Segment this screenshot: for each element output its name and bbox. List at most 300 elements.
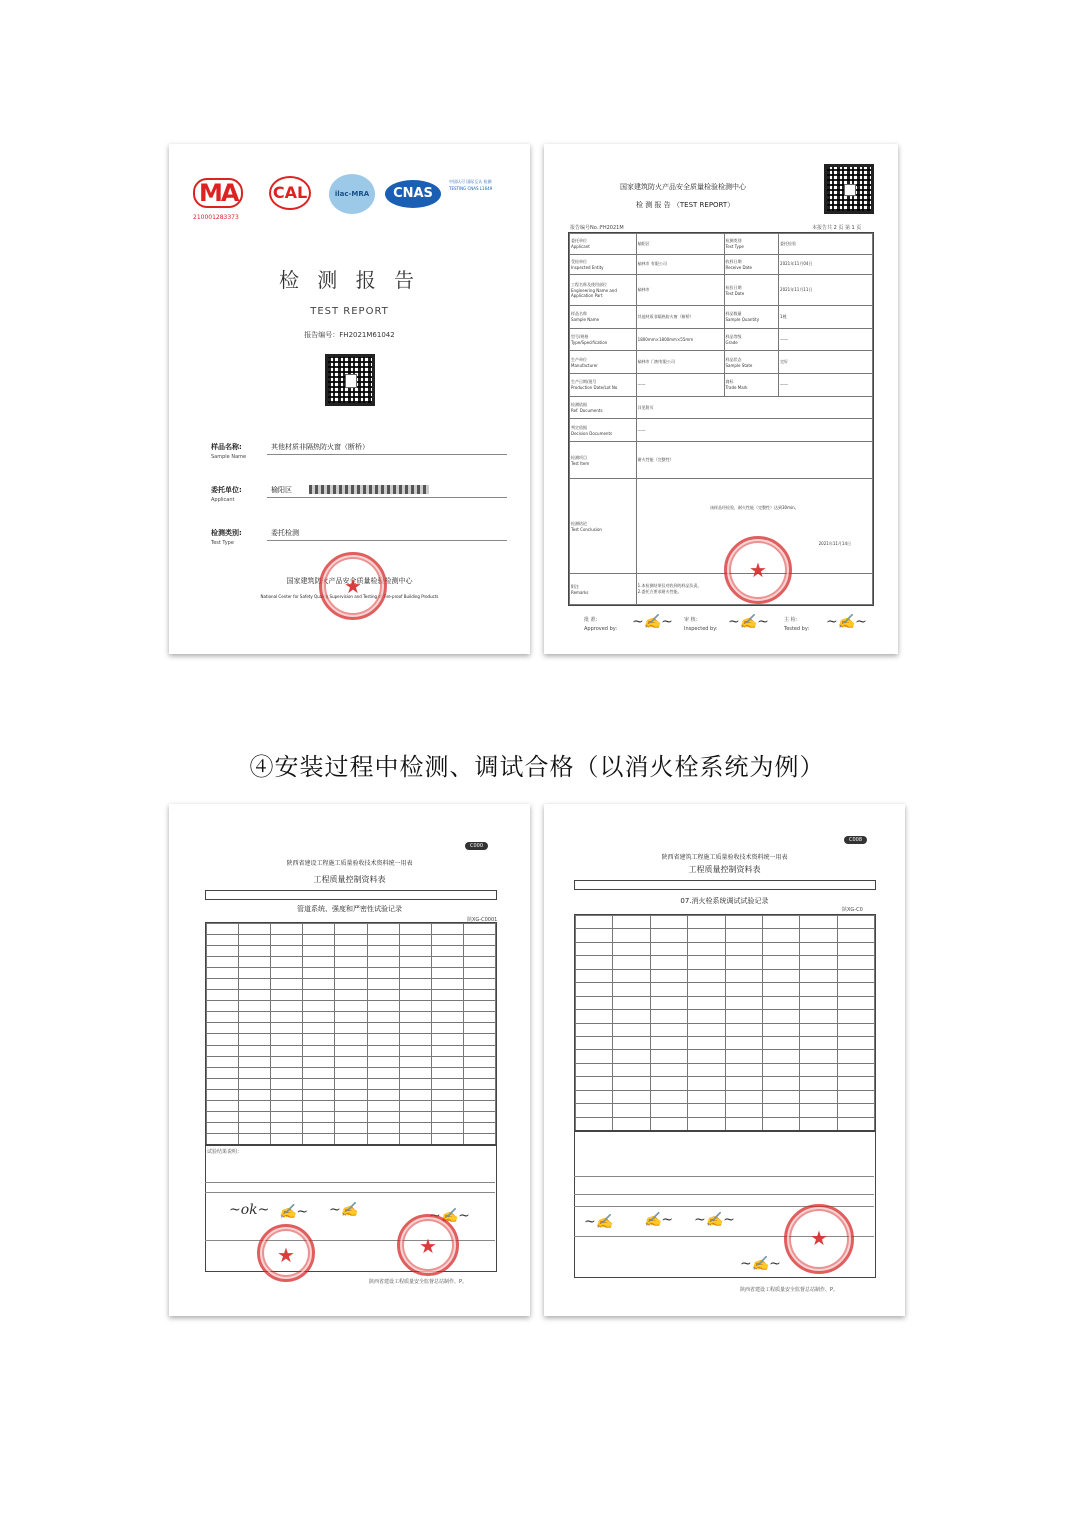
table-cell <box>239 946 271 957</box>
table-cell <box>650 1117 687 1130</box>
table-cell <box>239 1089 271 1100</box>
table-cell <box>688 929 725 942</box>
table-cell <box>800 996 837 1009</box>
cnas-note: 中国认可 国际互认 检测 TESTING CNAS L1649 <box>449 179 493 191</box>
table-cell <box>271 990 303 1001</box>
table-cell <box>762 996 799 1009</box>
table-cell <box>399 1067 431 1078</box>
table-cell <box>207 1056 239 1067</box>
tested-en: Tested by: <box>784 626 810 632</box>
table-cell <box>725 1050 762 1063</box>
table-cell <box>800 1117 837 1130</box>
table-cell <box>800 1036 837 1049</box>
table-cell <box>335 1067 367 1078</box>
table-cell <box>463 1067 495 1078</box>
table-cell <box>271 1023 303 1034</box>
table-cell <box>239 1001 271 1012</box>
table-cell <box>303 990 335 1001</box>
table-cell <box>207 1078 239 1089</box>
table-cell <box>367 924 399 935</box>
table-cell <box>576 1050 613 1063</box>
table-cell <box>271 1089 303 1100</box>
signature-icon: ✍~ <box>279 1204 309 1220</box>
table-cell <box>367 957 399 968</box>
table-cell <box>399 1034 431 1045</box>
table-cell <box>335 1034 367 1045</box>
table-cell <box>650 956 687 969</box>
table-cell <box>650 1010 687 1023</box>
table-cell <box>399 1100 431 1111</box>
table-cell <box>399 1089 431 1100</box>
conclusion-label: 试验结果说明： <box>207 1149 243 1155</box>
pressure-test-table <box>205 922 497 1146</box>
table-cell <box>303 1111 335 1122</box>
table-cell <box>271 946 303 957</box>
table-cell <box>399 924 431 935</box>
table-cell <box>650 1063 687 1076</box>
table-cell <box>431 957 463 968</box>
form-footer: 陕西省建设工程质量安全监督总站制作、P。 <box>740 1287 839 1293</box>
applicant-redacted <box>309 485 429 494</box>
table-cell <box>207 946 239 957</box>
table-cell <box>303 979 335 990</box>
table-cell <box>762 1050 799 1063</box>
test-type-label: 检测类别: <box>211 529 242 537</box>
table-cell <box>431 990 463 1001</box>
table-cell <box>762 1104 799 1117</box>
table-cell <box>431 935 463 946</box>
table-cell <box>613 956 650 969</box>
table-cell <box>271 957 303 968</box>
table-cell <box>725 956 762 969</box>
table-cell <box>725 983 762 996</box>
signature-icon: ~✍ <box>329 1202 359 1218</box>
table-cell <box>650 969 687 982</box>
table-cell <box>239 1133 271 1144</box>
table-cell <box>367 990 399 1001</box>
test-type-value: 委托检测 <box>271 529 299 537</box>
table-cell <box>725 1010 762 1023</box>
table-cell <box>725 942 762 955</box>
table-cell <box>367 1133 399 1144</box>
table-cell <box>239 1034 271 1045</box>
table-cell <box>399 1056 431 1067</box>
official-stamp-icon <box>257 1224 315 1282</box>
sample-name-en: Sample Name <box>211 454 247 460</box>
table-cell <box>271 1122 303 1133</box>
table-cell <box>613 1050 650 1063</box>
table-cell <box>271 1111 303 1122</box>
table-cell <box>688 942 725 955</box>
table-cell <box>303 1078 335 1089</box>
table-cell <box>800 1063 837 1076</box>
applicant-en: Applicant <box>211 497 235 503</box>
table-cell <box>688 956 725 969</box>
applicant-value: 榆阳区 <box>271 486 292 494</box>
table-cell <box>800 983 837 996</box>
table-cell <box>688 1117 725 1130</box>
signature-icon: ~✍~ <box>740 1256 781 1272</box>
table-cell <box>207 924 239 935</box>
table-cell <box>650 929 687 942</box>
table-cell <box>725 1077 762 1090</box>
table-cell <box>463 924 495 935</box>
table-cell <box>837 956 874 969</box>
table-cell <box>463 1133 495 1144</box>
table-cell <box>367 1089 399 1100</box>
section-caption: ④安装过程中检测、调试合格（以消火栓系统为例） <box>249 753 825 781</box>
table-cell <box>335 935 367 946</box>
inspected-en: Inspected by: <box>684 626 718 632</box>
table-cell <box>271 979 303 990</box>
table-cell <box>303 1100 335 1111</box>
cnas-logo: CNAS <box>385 180 441 208</box>
cma-code: 210001283373 <box>193 214 239 221</box>
table-cell <box>837 969 874 982</box>
table-cell <box>431 1078 463 1089</box>
table-cell <box>271 1001 303 1012</box>
table-cell <box>335 1045 367 1056</box>
table-cell <box>431 1067 463 1078</box>
table-cell <box>576 1063 613 1076</box>
table-cell <box>207 1067 239 1078</box>
table-cell <box>576 1023 613 1036</box>
table-cell <box>431 979 463 990</box>
table-cell <box>650 1077 687 1090</box>
table-cell <box>367 1023 399 1034</box>
table-cell <box>431 924 463 935</box>
table-cell <box>431 1012 463 1023</box>
table-cell <box>399 990 431 1001</box>
table-cell <box>303 968 335 979</box>
table-cell <box>613 1063 650 1076</box>
table-cell <box>399 957 431 968</box>
table-cell <box>271 1100 303 1111</box>
table-cell <box>837 1010 874 1023</box>
table-cell <box>239 1078 271 1089</box>
table-cell <box>613 1104 650 1117</box>
table-cell <box>688 1023 725 1036</box>
form-code: 陕XG-C0001 <box>467 917 498 923</box>
table-cell <box>650 983 687 996</box>
table-cell <box>688 996 725 1009</box>
table-cell <box>800 929 837 942</box>
table-cell <box>463 946 495 957</box>
table-cell <box>688 1077 725 1090</box>
official-stamp-icon <box>319 552 387 620</box>
table-cell <box>688 1010 725 1023</box>
table-cell <box>207 1012 239 1023</box>
table-cell <box>239 1045 271 1056</box>
table-cell <box>650 916 687 929</box>
signature-icon: ✍~ <box>644 1212 674 1228</box>
table-cell <box>576 969 613 982</box>
table-cell <box>207 1122 239 1133</box>
table-cell <box>431 1111 463 1122</box>
table-cell <box>239 1056 271 1067</box>
table-cell <box>303 935 335 946</box>
table-cell <box>303 1012 335 1023</box>
table-cell <box>725 1023 762 1036</box>
form-title: 工程质量控制资料表 <box>313 875 386 884</box>
table-cell <box>239 1111 271 1122</box>
table-cell <box>762 1090 799 1103</box>
table-cell <box>688 1090 725 1103</box>
table-cell <box>650 1050 687 1063</box>
table-cell <box>431 1100 463 1111</box>
table-cell <box>688 1063 725 1076</box>
table-cell <box>725 929 762 942</box>
table-cell <box>271 1045 303 1056</box>
form-section: 07.消火栓系统调试试验记录 <box>680 897 769 905</box>
table-cell <box>399 1001 431 1012</box>
hydrant-test-form-page <box>544 804 905 1316</box>
table-cell <box>762 969 799 982</box>
table-cell <box>650 1023 687 1036</box>
table-cell <box>271 924 303 935</box>
cma-logo: MA <box>193 178 243 208</box>
table-cell <box>837 1036 874 1049</box>
table-cell <box>762 942 799 955</box>
table-cell <box>303 924 335 935</box>
report-title: 检 测 报 告 <box>278 268 421 292</box>
table-cell <box>463 957 495 968</box>
table-cell <box>239 979 271 990</box>
table-cell <box>463 1089 495 1100</box>
table-cell <box>335 1001 367 1012</box>
table-cell <box>576 942 613 955</box>
table-cell <box>837 1104 874 1117</box>
table-cell <box>613 1117 650 1130</box>
table-cell <box>613 969 650 982</box>
table-cell <box>207 1089 239 1100</box>
table-cell <box>303 946 335 957</box>
official-stamp-icon <box>724 536 792 604</box>
pipe-test-form-page <box>169 804 530 1316</box>
table-cell <box>576 1117 613 1130</box>
table-cell <box>725 1036 762 1049</box>
table-cell <box>367 946 399 957</box>
inspected-label: 审 核： <box>684 617 701 623</box>
table-cell <box>576 1090 613 1103</box>
table-cell <box>431 1133 463 1144</box>
table-cell <box>463 1122 495 1133</box>
table-cell <box>800 956 837 969</box>
report-cover-page <box>169 144 530 654</box>
table-cell <box>431 1122 463 1133</box>
sample-name-label: 样品名称: <box>211 443 242 451</box>
table-cell <box>303 1001 335 1012</box>
table-cell <box>431 968 463 979</box>
table-cell <box>367 1045 399 1056</box>
table-cell <box>688 983 725 996</box>
table-cell <box>613 942 650 955</box>
table-cell <box>207 968 239 979</box>
table-cell <box>335 1012 367 1023</box>
table-cell <box>399 935 431 946</box>
table-cell <box>271 935 303 946</box>
table-cell <box>399 946 431 957</box>
table-cell <box>463 968 495 979</box>
table-cell <box>367 935 399 946</box>
table-cell <box>650 942 687 955</box>
table-cell <box>800 1050 837 1063</box>
table-cell <box>207 1045 239 1056</box>
table-cell <box>463 1034 495 1045</box>
table-cell <box>463 1078 495 1089</box>
form-badge: C008 <box>844 836 867 844</box>
signature-icon: ~✍~ <box>429 1208 470 1224</box>
table-cell <box>431 946 463 957</box>
table-cell <box>837 1117 874 1130</box>
table-cell <box>399 1111 431 1122</box>
table-cell <box>303 1122 335 1133</box>
table-cell <box>762 1117 799 1130</box>
table-cell <box>463 990 495 1001</box>
table-cell <box>688 1050 725 1063</box>
table-cell <box>650 1090 687 1103</box>
table-cell <box>271 1056 303 1067</box>
table-cell <box>463 1056 495 1067</box>
report-subtitle: TEST REPORT <box>310 306 389 317</box>
table-cell <box>335 946 367 957</box>
table-cell <box>367 1122 399 1133</box>
table-cell <box>399 968 431 979</box>
table-cell <box>613 929 650 942</box>
table-cell <box>399 1045 431 1056</box>
table-cell <box>271 968 303 979</box>
table-cell <box>762 983 799 996</box>
table-cell <box>725 969 762 982</box>
table-cell <box>303 1133 335 1144</box>
table-cell <box>725 1104 762 1117</box>
table-cell <box>303 1034 335 1045</box>
table-cell <box>837 1090 874 1103</box>
table-cell <box>239 1100 271 1111</box>
table-cell <box>837 1050 874 1063</box>
table-cell <box>207 1023 239 1034</box>
tested-label: 主 检： <box>784 617 801 623</box>
table-cell <box>303 1045 335 1056</box>
form-title: 工程质量控制资料表 <box>688 865 761 874</box>
table-cell <box>576 916 613 929</box>
form-footer: 陕西省建设工程质量安全监督总站制作、P。 <box>369 1279 468 1285</box>
table-cell <box>613 1077 650 1090</box>
table-cell <box>431 1023 463 1034</box>
ilac-mra-logo: ilac-MRA <box>329 174 375 214</box>
table-cell <box>399 979 431 990</box>
table-cell <box>239 957 271 968</box>
table-cell <box>800 916 837 929</box>
table-cell <box>367 979 399 990</box>
table-cell <box>688 1104 725 1117</box>
form-section: 管道系统、强度和严密性试验记录 <box>297 905 402 913</box>
detail-header: 国家建筑防火产品安全质量检验检测中心 <box>620 183 746 191</box>
official-stamp-icon <box>397 1214 459 1276</box>
sample-name-value: 其他材质非隔热防火窗（断桥） <box>271 443 369 451</box>
table-cell <box>837 942 874 955</box>
form-header: 陕西省建设工程施工质量验收技术资料统一用表 <box>286 860 413 867</box>
table-cell <box>431 1034 463 1045</box>
table-cell <box>239 1067 271 1078</box>
table-cell <box>800 1010 837 1023</box>
table-cell <box>303 1056 335 1067</box>
table-cell <box>207 935 239 946</box>
signature-icon: ~✍~ <box>632 614 673 630</box>
table-cell <box>335 1100 367 1111</box>
center-name-cn: 国家建筑防火产品安全质量检验检测中心 <box>286 577 413 585</box>
table-cell <box>239 1122 271 1133</box>
table-cell <box>837 1023 874 1036</box>
table-cell <box>762 1063 799 1076</box>
table-cell <box>463 1012 495 1023</box>
table-cell <box>271 1067 303 1078</box>
table-cell <box>576 996 613 1009</box>
table-cell <box>762 1023 799 1036</box>
table-cell <box>613 1010 650 1023</box>
table-cell <box>613 996 650 1009</box>
detail-table: 委托单位 Applicant 榆阳区 检测类别 Test Type 委托检验 受检单位 Inspected Entity 榆林市 有限公司 收样日期 Receive Date 2021年11月04日 工程名称及使用部位 Engineering Name and Application Part 榆林市 检验日期 Test Date 2021年11月11日 样品名称 Sample Name 其他材质非隔热防火窗（断桥） 样品数量 Sample Quantity 1樘 型号/规格 Type/Specification 1800mm×1800mm×55mm 样品等级 Grade —— 生产单位 Manufacturer 榆林市 门窗有限公司 样品状态 Sample State 完好 生产日期/批号 Production Date/Lot No —— 商标 Trade Mark —— 检测依据 Ref. Documents 详见附页 判定依据 Decision Documents —— 检测项目 Test Item 耐火性能（完整性） 检测结论 Test Conclusion 该样品经检验，耐火性能（完整性）达到30min。 2021年11月14日 附注 Remarks 1.本检测结果仅对收到的样品负责。 2.委托方要求耐火性能。 <box>568 232 874 606</box>
table-cell <box>576 1077 613 1090</box>
table-cell <box>207 1111 239 1122</box>
table-cell <box>335 968 367 979</box>
table-cell <box>399 1078 431 1089</box>
table-cell <box>367 968 399 979</box>
table-cell <box>239 1023 271 1034</box>
table-cell <box>463 1100 495 1111</box>
table-cell <box>725 1090 762 1103</box>
table-cell <box>613 1023 650 1036</box>
table-cell <box>463 1023 495 1034</box>
table-cell <box>650 1104 687 1117</box>
table-cell <box>800 969 837 982</box>
table-cell <box>367 1100 399 1111</box>
table-cell <box>207 1001 239 1012</box>
table-cell <box>576 956 613 969</box>
table-cell <box>367 1078 399 1089</box>
table-cell <box>463 1045 495 1056</box>
table-cell <box>207 1133 239 1144</box>
table-cell <box>207 1100 239 1111</box>
table-cell <box>207 979 239 990</box>
table-cell <box>207 1034 239 1045</box>
form-badge: C000 <box>465 842 488 850</box>
signature-icon: ~✍~ <box>728 614 769 630</box>
table-cell <box>688 916 725 929</box>
table-cell <box>463 935 495 946</box>
detail-report-no: 报告编号No.:FH2021M <box>570 225 624 231</box>
table-cell <box>576 1104 613 1117</box>
table-cell <box>463 1111 495 1122</box>
signature-icon: ~✍~ <box>826 614 867 630</box>
table-cell <box>576 983 613 996</box>
table-cell <box>271 1034 303 1045</box>
table-cell <box>576 1010 613 1023</box>
table-cell <box>367 1012 399 1023</box>
table-cell <box>800 1023 837 1036</box>
table-cell <box>239 924 271 935</box>
table-cell <box>335 979 367 990</box>
test-type-en: Test Type <box>211 540 234 546</box>
table-cell <box>271 1133 303 1144</box>
table-cell <box>613 916 650 929</box>
signature-icon: ~ok~ <box>229 1202 270 1218</box>
table-cell <box>431 1089 463 1100</box>
table-cell <box>650 996 687 1009</box>
table-cell <box>613 1090 650 1103</box>
table-cell <box>399 1023 431 1034</box>
table-cell <box>725 1063 762 1076</box>
